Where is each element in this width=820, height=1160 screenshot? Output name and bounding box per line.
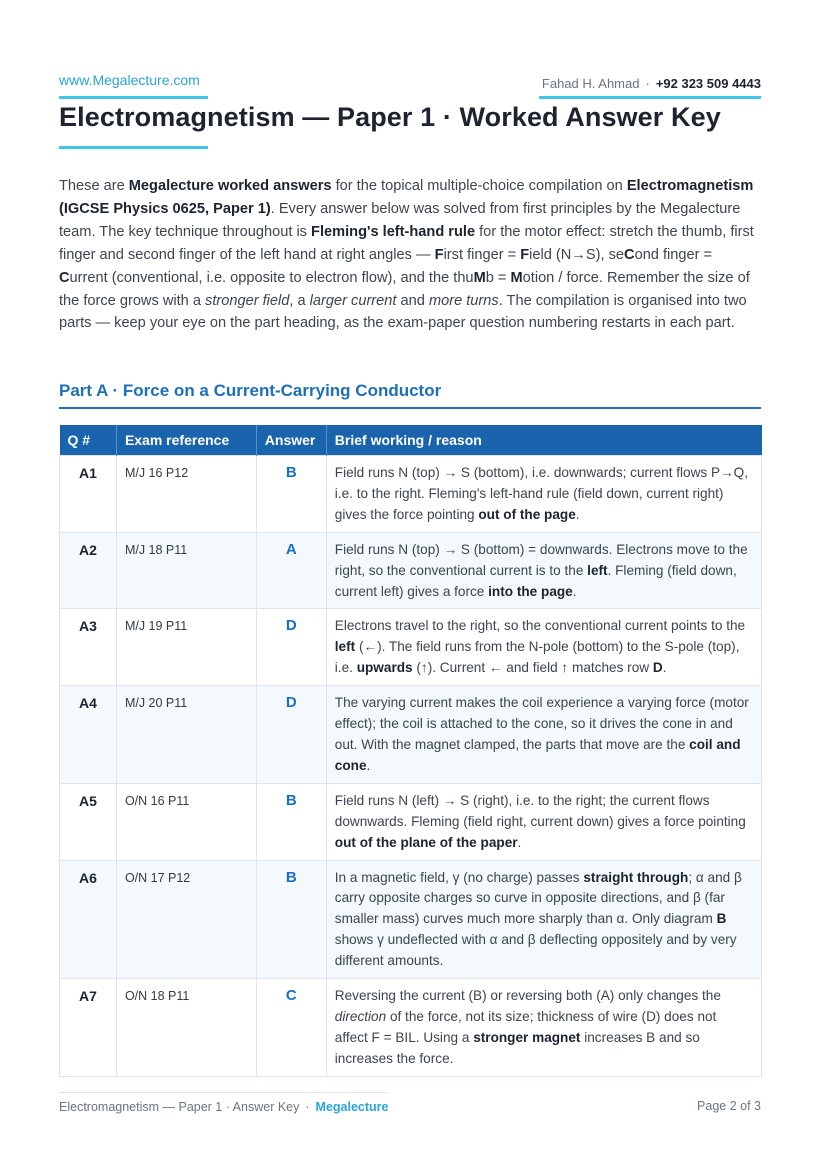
table-row bbox=[60, 860, 762, 979]
table-row bbox=[60, 609, 762, 686]
author-name: Fahad H. Ahmad bbox=[541, 76, 640, 91]
col-header-q: Q # bbox=[60, 425, 117, 456]
exam-reference: M/J 20 P11 bbox=[116, 686, 256, 784]
working-reason: Field runs N (top) → S (bottom), i.e. downwards; current flows P→Q, i.e. to the right. Fleming's left-hand rule (field down, current right) gives the force pointing out of the page. bbox=[326, 456, 761, 533]
table-row bbox=[60, 532, 762, 609]
footer-brand: Megalecture bbox=[315, 1100, 389, 1114]
contact-info bbox=[542, 76, 761, 91]
exam-reference: M/J 18 P11 bbox=[116, 532, 256, 609]
col-header-reason: Brief working / reason bbox=[326, 425, 761, 456]
col-header-ref: Exam reference bbox=[116, 425, 256, 456]
table-row bbox=[60, 686, 762, 784]
page-footer bbox=[59, 1092, 761, 1122]
working-reason: The varying current makes the coil experience a varying force (motor effect); the coil is attached to the cone, so it drives the cone in and out. With the magnet clamped, the parts that move are the coil and cone. bbox=[326, 686, 761, 784]
answer-table bbox=[59, 425, 762, 1077]
col-header-answer: Answer bbox=[256, 425, 326, 456]
question-number: A5 bbox=[60, 783, 117, 860]
table-row bbox=[60, 979, 762, 1077]
table-row bbox=[60, 783, 762, 860]
contact-separator: · bbox=[645, 76, 650, 91]
footer-divider bbox=[59, 1092, 387, 1093]
part-heading: Part A · Force on a Current-Carrying Conductor bbox=[59, 381, 761, 409]
phone-number: +92 323 509 4443 bbox=[655, 76, 761, 91]
working-reason: Field runs N (top) → S (bottom) = downwards. Electrons move to the right, so the conventional current is to the left. Fleming (field down, current left) gives a force into the page. bbox=[326, 532, 761, 609]
page-title: Electromagnetism — Paper 1 · Worked Answer Key bbox=[59, 102, 721, 132]
answer-letter: D bbox=[256, 609, 326, 686]
exam-reference: M/J 16 P12 bbox=[116, 456, 256, 533]
answer-letter: A bbox=[256, 532, 326, 609]
footer-doc-info bbox=[59, 1100, 389, 1114]
exam-reference: O/N 18 P11 bbox=[116, 979, 256, 1077]
answer-letter: B bbox=[256, 783, 326, 860]
answer-letter: D bbox=[256, 686, 326, 784]
question-number: A1 bbox=[60, 456, 117, 533]
question-number: A6 bbox=[60, 860, 117, 979]
site-link[interactable]: www.Megalecture.com bbox=[59, 72, 200, 88]
site-underline bbox=[59, 96, 208, 99]
intro-paragraph: These are Megalecture worked answers for the topical multiple-choice compilation on Electromagnetism (IGCSE Physics 0625, Paper 1). Every answer below was solved from first principles by the Megalecture team. The key technique throughout is Fleming's left-hand rule for the motor effect: stretch the thumb, first finger and second finger of the left hand at right angles — First finger = Field (N→S), seCond finger = Current (conventional, i.e. opposite to electron flow), and the thuMb = Motion / force. Remember the size of the force grows with a stronger field, a larger current and more turns. The compilation is organised into two parts — keep your eye on the part heading, as the exam-paper question numbering restarts in each part. bbox=[59, 178, 754, 332]
title-underline bbox=[59, 146, 208, 149]
working-reason: Reversing the current (B) or reversing both (A) only changes the direction of the force, not its size; thickness of wire (D) does not affect F = BIL. Using a stronger magnet increases B and so increases the force. bbox=[326, 979, 761, 1077]
exam-reference: O/N 17 P12 bbox=[116, 860, 256, 979]
exam-reference: M/J 19 P11 bbox=[116, 609, 256, 686]
working-reason: Electrons travel to the right, so the conventional current points to the left (←). The field runs from the N-pole (bottom) to the S-pole (top), i.e. upwards (↑). Current ← and field ↑ matches row D. bbox=[326, 609, 761, 686]
table-header-row bbox=[60, 425, 762, 456]
page-number: Page 2 of 3 bbox=[697, 1099, 761, 1113]
contact-underline bbox=[539, 96, 761, 99]
answer-letter: C bbox=[256, 979, 326, 1077]
question-number: A4 bbox=[60, 686, 117, 784]
footer-separator: · bbox=[305, 1100, 310, 1114]
exam-reference: O/N 16 P11 bbox=[116, 783, 256, 860]
question-number: A7 bbox=[60, 979, 117, 1077]
table-row bbox=[60, 456, 762, 533]
question-number: A2 bbox=[60, 532, 117, 609]
top-bar bbox=[59, 72, 761, 102]
footer-doc-title: Electromagnetism — Paper 1 · Answer Key bbox=[59, 1100, 300, 1114]
question-number: A3 bbox=[60, 609, 117, 686]
working-reason: Field runs N (left) → S (right), i.e. to the right; the current flows downwards. Fleming (field right, current down) gives a force pointing out of the plane of the paper. bbox=[326, 783, 761, 860]
answer-letter: B bbox=[256, 860, 326, 979]
answer-letter: B bbox=[256, 456, 326, 533]
working-reason: In a magnetic field, γ (no charge) passes straight through; α and β carry opposite charges so curve in opposite directions, and β (far smaller mass) curves much more sharply than α. Only diagram B shows γ undeflected with α and β deflecting oppositely and by very different amounts. bbox=[326, 860, 761, 979]
